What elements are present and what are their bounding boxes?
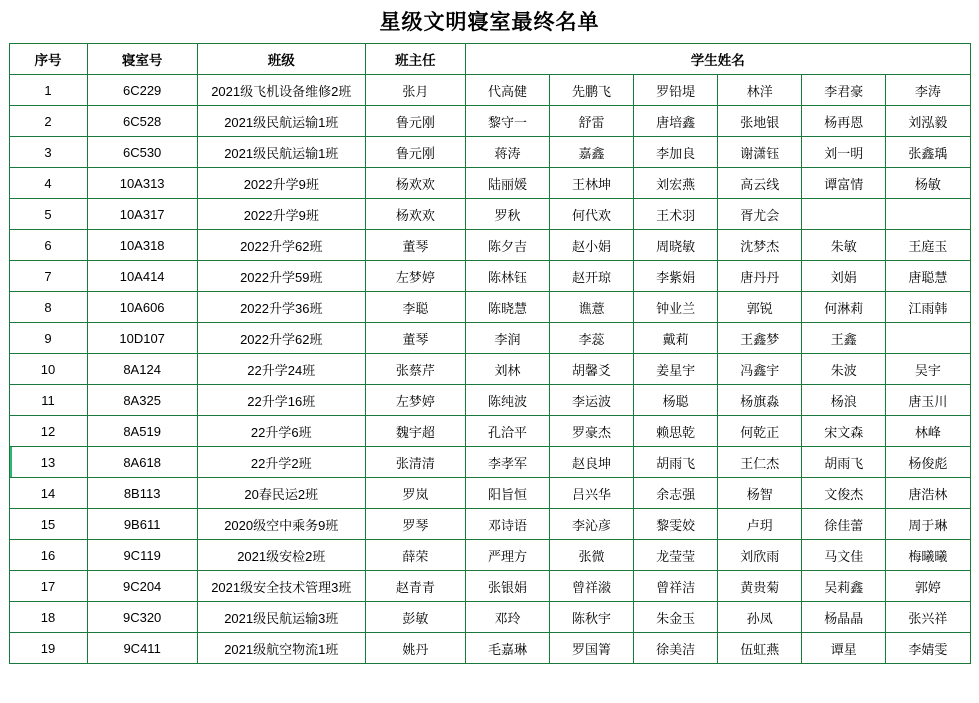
cell-student-name: 罗铅堤 — [634, 75, 718, 106]
cell-student-name: 李蕊 — [550, 323, 634, 354]
cell-room: 9C204 — [87, 571, 197, 602]
cell-teacher: 鲁元刚 — [365, 106, 465, 137]
cell-student-name: 谯薏 — [550, 292, 634, 323]
table-row — [9, 323, 970, 354]
cell-student-name: 刘泓毅 — [886, 106, 970, 137]
table-header — [9, 44, 970, 75]
cell-student-name: 陈纯波 — [465, 385, 549, 416]
table-row — [9, 168, 970, 199]
cell-index: 10 — [9, 354, 87, 385]
cell-room: 10A318 — [87, 230, 197, 261]
cell-student-name: 黎守一 — [465, 106, 549, 137]
cell-student-name — [886, 199, 970, 230]
table-row — [9, 478, 970, 509]
cell-student-name: 罗秋 — [465, 199, 549, 230]
cell-teacher: 张蔡芹 — [365, 354, 465, 385]
cell-class: 20春民运2班 — [197, 478, 365, 509]
cell-class: 2021级飞机设备维修2班 — [197, 75, 365, 106]
cell-student-name: 邓诗语 — [465, 509, 549, 540]
cell-room: 6C530 — [87, 137, 197, 168]
cell-student-name: 毛嘉琳 — [465, 633, 549, 664]
cell-student-name: 李涛 — [886, 75, 970, 106]
cell-student-name: 赵小娟 — [550, 230, 634, 261]
cell-student-name: 冯鑫宇 — [718, 354, 802, 385]
cell-student-name: 张地银 — [718, 106, 802, 137]
table-row — [9, 292, 970, 323]
table-row — [9, 447, 970, 478]
cell-room: 10A414 — [87, 261, 197, 292]
cell-student-name: 徐美洁 — [634, 633, 718, 664]
cell-index: 3 — [9, 137, 87, 168]
cell-student-name: 张兴祥 — [886, 602, 970, 633]
cell-student-name: 姜星宇 — [634, 354, 718, 385]
cell-room: 10A317 — [87, 199, 197, 230]
cell-class: 2022升学59班 — [197, 261, 365, 292]
cell-teacher: 魏宇超 — [365, 416, 465, 447]
cell-index: 14 — [9, 478, 87, 509]
cell-student-name: 郭婷 — [886, 571, 970, 602]
cell-student-name: 马文佳 — [802, 540, 886, 571]
cell-student-name: 王仁杰 — [718, 447, 802, 478]
cell-student-name: 朱波 — [802, 354, 886, 385]
table-row — [9, 354, 970, 385]
cell-student-name: 张鑫瑀 — [886, 137, 970, 168]
cell-class: 2022升学62班 — [197, 230, 365, 261]
cell-teacher: 鲁元刚 — [365, 137, 465, 168]
cell-student-name: 宋文森 — [802, 416, 886, 447]
cell-index: 1 — [9, 75, 87, 106]
cell-student-name: 杨旗淼 — [718, 385, 802, 416]
cell-student-name: 钟业兰 — [634, 292, 718, 323]
cell-student-name: 阳旨恒 — [465, 478, 549, 509]
cell-student-name: 梅曦曦 — [886, 540, 970, 571]
cell-student-name: 舒雷 — [550, 106, 634, 137]
cell-student-name: 高云线 — [718, 168, 802, 199]
cell-room: 10D107 — [87, 323, 197, 354]
cell-index: 6 — [9, 230, 87, 261]
cell-index: 5 — [9, 199, 87, 230]
cell-class: 22升学24班 — [197, 354, 365, 385]
cell-student-name: 王林坤 — [550, 168, 634, 199]
table-row — [9, 137, 970, 168]
cell-student-name: 张微 — [550, 540, 634, 571]
cell-teacher: 张清清 — [365, 447, 465, 478]
table-row — [9, 106, 970, 137]
cell-index: 8 — [9, 292, 87, 323]
cell-student-name: 孙凤 — [718, 602, 802, 633]
cell-student-name: 胡雨飞 — [802, 447, 886, 478]
cell-teacher: 彭敏 — [365, 602, 465, 633]
cell-teacher: 董琴 — [365, 230, 465, 261]
cell-class: 22升学2班 — [197, 447, 365, 478]
cell-student-name: 赵良坤 — [550, 447, 634, 478]
cell-class: 2021级民航运输1班 — [197, 106, 365, 137]
cell-class: 2022升学9班 — [197, 199, 365, 230]
cell-student-name: 李沁彦 — [550, 509, 634, 540]
table-row — [9, 261, 970, 292]
cell-student-name: 李君豪 — [802, 75, 886, 106]
cell-student-name: 伍虹燕 — [718, 633, 802, 664]
cell-student-name: 杨智 — [718, 478, 802, 509]
cell-student-name: 刘林 — [465, 354, 549, 385]
cell-index: 15 — [9, 509, 87, 540]
cell-teacher: 薛荣 — [365, 540, 465, 571]
cell-room: 9C411 — [87, 633, 197, 664]
cell-student-name: 孔洽平 — [465, 416, 549, 447]
cell-student-name: 余志强 — [634, 478, 718, 509]
cell-student-name: 徐佳蕾 — [802, 509, 886, 540]
table-row — [9, 199, 970, 230]
cell-student-name: 杨再恩 — [802, 106, 886, 137]
cell-student-name: 李运波 — [550, 385, 634, 416]
cell-student-name: 胥尤会 — [718, 199, 802, 230]
cell-student-name: 王术羽 — [634, 199, 718, 230]
cell-teacher: 李聪 — [365, 292, 465, 323]
cell-student-name: 谢潇钰 — [718, 137, 802, 168]
cell-student-name: 文俊杰 — [802, 478, 886, 509]
cell-class: 2021级民航运输3班 — [197, 602, 365, 633]
cell-student-name — [886, 323, 970, 354]
cell-student-name: 唐丹丹 — [718, 261, 802, 292]
table-body — [9, 75, 970, 664]
cell-index: 18 — [9, 602, 87, 633]
cell-student-name: 张银娟 — [465, 571, 549, 602]
cell-teacher: 姚丹 — [365, 633, 465, 664]
cell-index: 19 — [9, 633, 87, 664]
cell-room: 9B611 — [87, 509, 197, 540]
cell-student-name: 黄贵菊 — [718, 571, 802, 602]
cell-student-name: 林峰 — [886, 416, 970, 447]
cell-room: 10A606 — [87, 292, 197, 323]
cell-student-name: 戴莉 — [634, 323, 718, 354]
cell-student-name: 李孝军 — [465, 447, 549, 478]
cell-student-name: 杨聪 — [634, 385, 718, 416]
column-header-class: 班级 — [197, 44, 365, 75]
table-row — [9, 509, 970, 540]
cell-room: 6C229 — [87, 75, 197, 106]
cell-room: 8A618 — [87, 447, 197, 478]
cell-student-name: 杨浪 — [802, 385, 886, 416]
cell-index: 2 — [9, 106, 87, 137]
cell-room: 8B113 — [87, 478, 197, 509]
cell-student-name: 唐聪慧 — [886, 261, 970, 292]
cell-index: 4 — [9, 168, 87, 199]
page-title: 星级文明寝室最终名单 — [379, 10, 600, 34]
cell-class: 2022升学62班 — [197, 323, 365, 354]
cell-student-name: 陈秋宇 — [550, 602, 634, 633]
cell-student-name: 蒋涛 — [465, 137, 549, 168]
table-row — [9, 571, 970, 602]
cell-student-name: 李加良 — [634, 137, 718, 168]
cell-student-name: 何乾正 — [718, 416, 802, 447]
cell-teacher: 罗岚 — [365, 478, 465, 509]
cell-student-name: 李润 — [465, 323, 549, 354]
cell-teacher: 左梦婷 — [365, 261, 465, 292]
cell-student-name: 赵开琼 — [550, 261, 634, 292]
cell-student-name: 江雨韩 — [886, 292, 970, 323]
cell-student-name: 陈夕吉 — [465, 230, 549, 261]
column-header-teacher: 班主任 — [365, 44, 465, 75]
cell-index: 12 — [9, 416, 87, 447]
cell-teacher: 杨欢欢 — [365, 199, 465, 230]
cell-student-name: 唐浩林 — [886, 478, 970, 509]
cell-student-name: 唐培鑫 — [634, 106, 718, 137]
cell-student-name: 陈林钰 — [465, 261, 549, 292]
cell-index: 17 — [9, 571, 87, 602]
table-row — [9, 75, 970, 106]
table-row — [9, 540, 970, 571]
cell-student-name: 杨晶晶 — [802, 602, 886, 633]
cell-student-name: 龙莹莹 — [634, 540, 718, 571]
cell-class: 2021级航空物流1班 — [197, 633, 365, 664]
cell-index: 11 — [9, 385, 87, 416]
cell-teacher: 罗琴 — [365, 509, 465, 540]
cell-room: 10A313 — [87, 168, 197, 199]
cell-room: 8A124 — [87, 354, 197, 385]
cell-student-name: 刘宏燕 — [634, 168, 718, 199]
cell-student-name: 刘娟 — [802, 261, 886, 292]
table-row — [9, 416, 970, 447]
cell-student-name: 陈晓慧 — [465, 292, 549, 323]
table-row — [9, 385, 970, 416]
cell-student-name: 杨敏 — [886, 168, 970, 199]
cell-class: 2021级安全技术管理3班 — [197, 571, 365, 602]
cell-student-name: 谭富情 — [802, 168, 886, 199]
cell-student-name: 王庭玉 — [886, 230, 970, 261]
table-row — [9, 602, 970, 633]
cell-student-name: 吴宇 — [886, 354, 970, 385]
cell-student-name: 林洋 — [718, 75, 802, 106]
cell-class: 2022升学36班 — [197, 292, 365, 323]
cell-class: 2020级空中乘务9班 — [197, 509, 365, 540]
cell-room: 9C320 — [87, 602, 197, 633]
cell-student-name: 罗豪杰 — [550, 416, 634, 447]
cell-student-name: 朱金玉 — [634, 602, 718, 633]
column-header-index: 序号 — [9, 44, 87, 75]
cell-student-name: 胡馨爻 — [550, 354, 634, 385]
cell-room: 6C528 — [87, 106, 197, 137]
cell-student-name: 王鑫 — [802, 323, 886, 354]
cell-student-name: 黎雯姣 — [634, 509, 718, 540]
cell-class: 2022升学9班 — [197, 168, 365, 199]
cell-teacher: 左梦婷 — [365, 385, 465, 416]
column-header-students: 学生姓名 — [465, 44, 970, 75]
cell-student-name: 卢玥 — [718, 509, 802, 540]
table-header-row — [9, 44, 970, 75]
cell-student-name: 周晓敏 — [634, 230, 718, 261]
cell-room: 8A519 — [87, 416, 197, 447]
cell-student-name: 何淋莉 — [802, 292, 886, 323]
cell-student-name: 刘欣雨 — [718, 540, 802, 571]
cell-student-name: 杨俊彪 — [886, 447, 970, 478]
cell-class: 22升学6班 — [197, 416, 365, 447]
cell-student-name: 谭星 — [802, 633, 886, 664]
cell-student-name: 刘一明 — [802, 137, 886, 168]
cell-index: 16 — [9, 540, 87, 571]
cell-student-name: 陆丽媛 — [465, 168, 549, 199]
cell-student-name: 先鹏飞 — [550, 75, 634, 106]
cell-student-name: 郭锐 — [718, 292, 802, 323]
cell-student-name: 曾祥洁 — [634, 571, 718, 602]
cell-student-name: 吴莉鑫 — [802, 571, 886, 602]
cell-index: 13 — [9, 447, 87, 478]
cell-student-name: 王鑫梦 — [718, 323, 802, 354]
cell-student-name: 李紫娟 — [634, 261, 718, 292]
cell-room: 9C119 — [87, 540, 197, 571]
cell-index: 9 — [9, 323, 87, 354]
cell-student-name: 胡雨飞 — [634, 447, 718, 478]
cell-class: 22升学16班 — [197, 385, 365, 416]
cell-room: 8A325 — [87, 385, 197, 416]
cell-student-name: 沈梦杰 — [718, 230, 802, 261]
cell-student-name: 代高健 — [465, 75, 549, 106]
table-row — [9, 633, 970, 664]
cell-index: 7 — [9, 261, 87, 292]
cell-class: 2021级安检2班 — [197, 540, 365, 571]
cell-student-name: 周于琳 — [886, 509, 970, 540]
cell-student-name: 严理方 — [465, 540, 549, 571]
cell-teacher: 董琴 — [365, 323, 465, 354]
cell-student-name: 吕兴华 — [550, 478, 634, 509]
column-header-room: 寝室号 — [87, 44, 197, 75]
cell-student-name: 李婧雯 — [886, 633, 970, 664]
cell-student-name: 何代欢 — [550, 199, 634, 230]
cell-student-name: 罗国箐 — [550, 633, 634, 664]
cell-student-name: 邓玲 — [465, 602, 549, 633]
cell-student-name: 曾祥潊 — [550, 571, 634, 602]
cell-student-name: 唐玉川 — [886, 385, 970, 416]
cell-student-name — [802, 199, 886, 230]
cell-student-name: 朱敏 — [802, 230, 886, 261]
cell-class: 2021级民航运输1班 — [197, 137, 365, 168]
cell-teacher: 赵青青 — [365, 571, 465, 602]
cell-student-name: 嘉鑫 — [550, 137, 634, 168]
table-row — [9, 230, 970, 261]
cell-teacher: 杨欢欢 — [365, 168, 465, 199]
cell-student-name: 赖思乾 — [634, 416, 718, 447]
roster-table — [9, 43, 971, 664]
cell-teacher: 张月 — [365, 75, 465, 106]
